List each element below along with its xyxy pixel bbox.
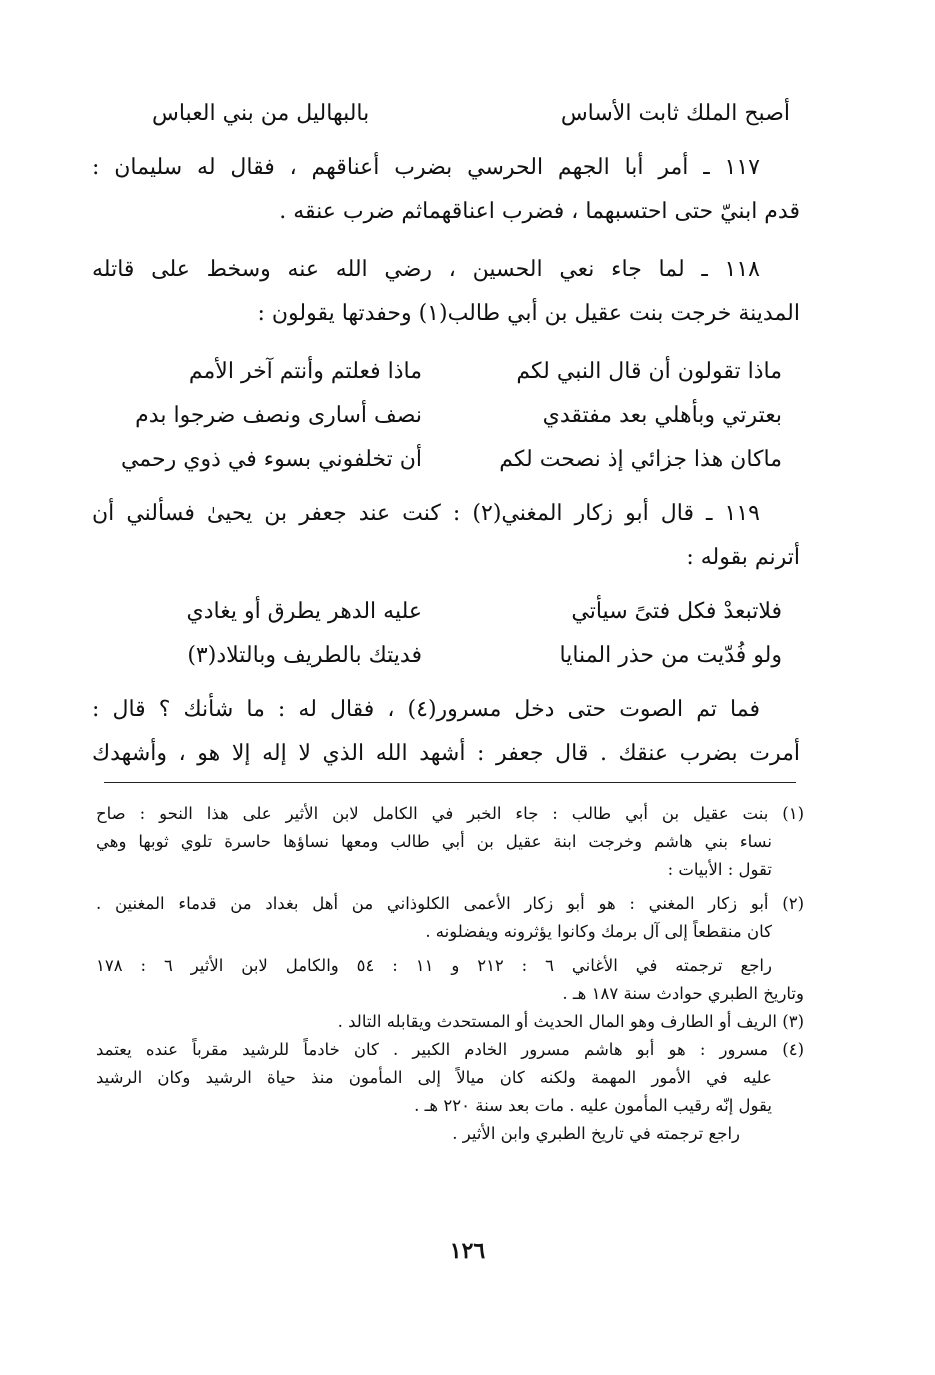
paragraph-117-line-2: قدم ابنيّ حتى احتسبهما ، فضرب اعناقهماثم ضرب عنقه . — [279, 199, 800, 224]
main-text — [92, 92, 800, 776]
footnote-line: راجع ترجمته في تاريخ الطبري وابن الأثير . — [452, 1124, 740, 1143]
verse-hemistich-2: فديتك بالطريف وبالتلاد(٣) — [187, 643, 422, 668]
footnote-line: (١) بنت عقيل بن أبي طالب : جاء الخبر في الكامل لابن الأثير على هذا النحو : صاح — [96, 804, 804, 823]
verse-hemistich-1: بعترتي وبأهلي بعد مفتقدي — [542, 403, 782, 428]
footnote-line: (٢) أبو زكار المغني : هو أبو زكار الأعمى الكلوذاني من أهل بغداد من قدماء المغنين . — [96, 894, 804, 913]
paragraph-118-line-2: المدينة خرجت بنت عقيل بن أبي طالب(١) وحفدتها يقولون : — [257, 301, 800, 326]
verse-line — [92, 350, 800, 394]
footnote-line: تقول : الأبيات : — [667, 860, 772, 879]
verse-hemistich-1: أصبح الملك ثابت الأساس — [560, 101, 790, 126]
verse-hemistich-2: أن تخلفوني بسوء في ذوي رحمي — [120, 447, 422, 472]
verse-hemistich-2: بالبهاليل من بني العباس — [152, 101, 370, 126]
verse-hemistich-1: ولو فُدّيت من حذر المنايا — [559, 643, 782, 668]
verse-hemistich-2: ماذا فعلتم وأنتم آخر الأمم — [188, 359, 422, 384]
verse-hemistich-1: ماذا تقولون أن قال النبي لكم — [516, 359, 782, 384]
verse-hemistich-1: فلاتبعدْ فكل فتىً سيأتي — [571, 599, 782, 624]
verse-hemistich-1: ماكان هذا جزائي إذ نصحت لكم — [499, 447, 782, 472]
verse-line — [92, 92, 800, 136]
page-number: ١٢٦ — [449, 1238, 486, 1264]
footnote-line: يقول إنّه رقيب المأمون عليه . مات بعد سنة ٢٢٠ هـ . — [414, 1096, 772, 1115]
verse-line — [92, 590, 800, 634]
verse-line — [92, 438, 800, 482]
paragraph-end-line-1: فما تم الصوت حتى دخل مسرور(٤) ، فقال له : ما شأنك ؟ قال : — [92, 697, 760, 722]
paragraph-118-line-1: ١١٨ ـ لما جاء نعي الحسين ، رضي الله عنه وسخط على قاتله — [92, 257, 760, 282]
footnote-line: عليه في الأمور المهمة ولكنه كان ميالاً إلى المأمون منذ حياة الرشيد وكان الرشيد — [96, 1068, 772, 1087]
paragraph-119-line-2: أترنم بقوله : — [686, 545, 800, 570]
verse-hemistich-2: نصف أسارى ونصف ضرجوا بدم — [135, 403, 422, 428]
footnote-3 — [96, 1008, 804, 1036]
footnote-line: (٣) الريف أو الطارف وهو المال الحديث أو المستحدث ويقابله التالد . — [337, 1012, 804, 1031]
footnote-line: وتاريخ الطبري حوادث سنة ١٨٧ هـ . — [562, 984, 804, 1003]
footnote-2 — [96, 890, 804, 1008]
verse-line — [92, 394, 800, 438]
footnote-4 — [96, 1036, 804, 1148]
footnotes — [96, 800, 804, 1148]
footnote-1 — [96, 800, 804, 884]
footnote-line: نساء بني هاشم وخرجت ابنة عقيل بن أبي طالب ومعها نساؤها حاسرة تلوي ثوبها وهي — [96, 832, 772, 851]
footnote-line: (٤) مسرور : هو أبو هاشم مسرور الخادم الكبير . كان خادماً للرشيد مقرباً عنده يعتمد — [96, 1040, 804, 1059]
verse-line — [92, 634, 800, 678]
footnote-line: راجع ترجمته في الأغاني ٦ : ٢١٢ و ١١ : ٥٤ والكامل لابن الأثير ٦ : ١٧٨ — [96, 956, 772, 975]
paragraph-119-line-1: ١١٩ ـ قال أبو زكار المغني(٢) : كنت عند جعفر بن يحيىٰ فسألني أن — [92, 501, 760, 526]
verse-hemistich-2: عليه الدهر يطرق أو يغادي — [186, 599, 422, 624]
paragraph-end-line-2: أمرت بضرب عنقك . قال جعفر : أشهد الله الذي لا إله إلا هو ، وأشهدك — [92, 741, 800, 766]
footnote-divider — [104, 782, 796, 783]
footnote-line: كان منقطعاً إلى آل برمك وكانوا يؤثرونه ويفضلونه . — [425, 922, 772, 941]
paragraph-117-line-1: ١١٧ ـ أمر أبا الجهم الحرسي بضرب أعناقهم ، فقال له سليمان : — [92, 155, 760, 180]
